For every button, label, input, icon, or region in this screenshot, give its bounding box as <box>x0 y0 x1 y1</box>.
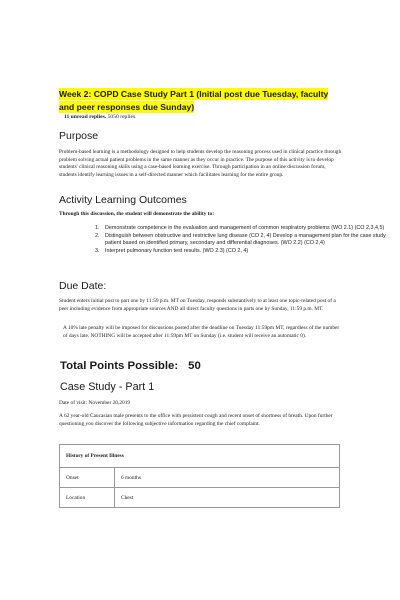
table-cell-value: 6 months <box>115 468 340 488</box>
outcome-item: 1. Demonstrate competence in the evaluation and management of common respiratory problems (WO 2.1) (CO 2,3,4,5) <box>101 225 386 232</box>
unread-replies[interactable]: 11 unread replies. <box>64 114 107 120</box>
table-cell-label: Onset <box>60 468 115 488</box>
table-cell-value: Chest <box>115 488 340 508</box>
table-header-row <box>60 445 340 468</box>
reply-counts <box>64 114 137 120</box>
case-study-heading: Case Study - Part 1 <box>60 381 155 393</box>
due-date-heading: Due Date: <box>59 280 107 292</box>
table-row <box>60 488 340 508</box>
outcome-item: 2. Distinguish between obstructive and restrictive lung disease (CO 2, 4) Develop a management plan for the case study patient based on identified primary, secondary and differential diagnoses. (WO 2.2) (CO 2,4) <box>101 233 386 247</box>
total-points-value: 50 <box>188 360 201 372</box>
history-table <box>59 444 340 508</box>
due-date-text: Student enters initial post to part one by 11:59 p.m. MT on Tuesday, responds substantively to at least one topic-related post of a peer including evidence from appropriate sources AND all direct faculty questions in parts one by Sunday, 11:59 p.m. MT. <box>59 298 336 312</box>
total-points-label: Total Points Possible: <box>60 360 179 372</box>
outcomes-heading: Activity Learning Outcomes <box>59 194 187 206</box>
table-header: History of Present Illness <box>60 445 340 468</box>
outcome-item: 3. Interpret pulmonary function test results. (WO 2.3) (CO 2, 4) <box>101 248 386 255</box>
purpose-heading: Purpose <box>59 130 99 142</box>
total-points <box>60 360 201 372</box>
case-intro-text: A 62 year-old Caucasian male presents to the office with persistent cough and recent onset of shortness of breath. Upon further questioning you discover the following subjective information regarding the chief complaint. <box>59 413 333 427</box>
visit-date: Date of visit: November 20,2019 <box>59 400 131 406</box>
late-penalty-text: A 10% late penalty will be imposed for discussions posted after the deadline on Tuesday 11:59pm MT, regardless of the number of days late. NOTHING will be accepted after 11:59pm MT on Sunday (i.e. student will receive an automatic 0). <box>63 325 340 339</box>
discussion-title-text: Week 2: COPD Case Study Part 1 (Initial post due Tuesday, faculty and peer responses due Sunday) <box>59 89 329 112</box>
outcomes-list <box>59 225 386 256</box>
table-row <box>60 468 340 488</box>
table-cell-label: Location <box>60 488 115 508</box>
total-replies: 5050 replies. <box>107 114 137 120</box>
outcomes-intro: Through this discussion, the student will demonstrate the ability to: <box>59 211 215 217</box>
discussion-title <box>59 88 339 114</box>
purpose-text: Problem-based learning is a methodology designed to help students develop the reasoning process used in clinical practice through problem solving actual patient problems in the same manner as they occur in practice. The purpose of this activity is to develop students' clinical reasoning skills using a case-based learning exercise. Through participation in an online discussion forum, students identify learning issues in a self-directed manner which facilitates learning for the entire group. <box>59 149 342 178</box>
